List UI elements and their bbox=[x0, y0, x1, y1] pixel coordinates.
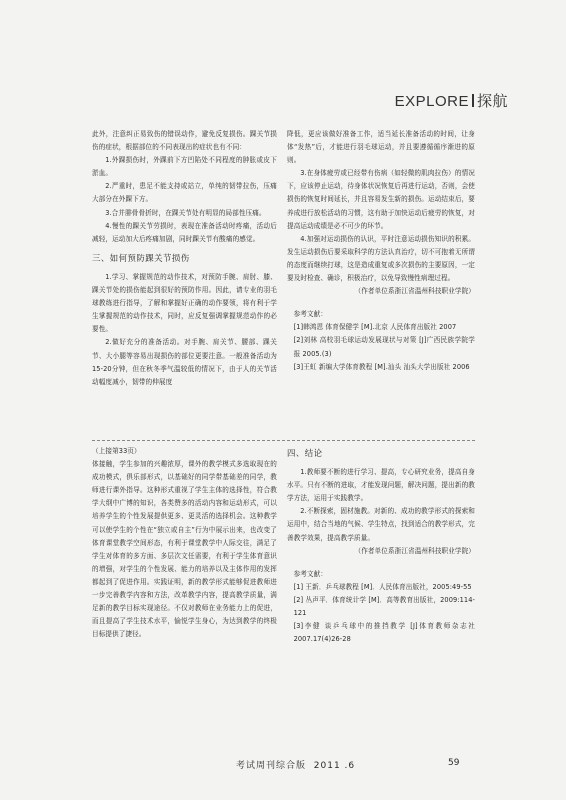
continued-from: （上接第33页） bbox=[92, 447, 141, 455]
explore-label: EXPLORE bbox=[394, 93, 469, 110]
paragraph: 2.做好充分的准备活动。对手腕、肩关节、腰部、踝关节、大小腿等容易出现损伤的部位更要注意。一般准备活动为15-20分钟，但在秋冬季气温较低的情况下，由于人的关节活动幅度减小，韧带的伸展度 bbox=[92, 338, 277, 386]
paragraph: 4.慢性的踝关节劳损时，表现在准备活动时疼痛，活动后减轻，运动加大后疼痛加剧，同时踝关节有酸痛的感觉。 bbox=[92, 221, 277, 243]
references-title: 参考文献： bbox=[293, 569, 328, 578]
reference-item: [2]刘林 高校羽毛球运动发展现状与对策 [J]广西民族学院学报 2005.(3) bbox=[293, 336, 475, 358]
paragraph: 1.外踝损伤时，外踝前下方凹陷处不同程度的肿胀或皮下淤血。 bbox=[92, 156, 277, 178]
reference-item: [2] 丛声平．体育统计学 [M]．高等教育出版社，2009:114-121 bbox=[293, 595, 475, 618]
paragraph: 此外，注意纠正易致伤的错误动作，避免反复损伤。踝关节损伤的症状，根据部位的不同表现出的症状也有不同： bbox=[92, 130, 277, 152]
paragraph: 降低，更应该做好准备工作，适当延长准备活动的时间，让身体“发热”后，才能进行羽毛球运动，并且要遵循循序渐进的原则。 bbox=[287, 130, 475, 165]
journal-title: 考试周刊 bbox=[236, 761, 277, 771]
journal-edition: 综合版 bbox=[276, 761, 307, 771]
section-label: 探航 bbox=[476, 93, 508, 110]
paragraph: 2.严重时，患足不能支持或站立，单纯的韧带拉伤，压痛大部分在外踝下方。 bbox=[92, 182, 277, 204]
page-number: 59 bbox=[448, 758, 460, 768]
paragraph: 3.在身体疲劳或已经带有伤病（如轻微的肌肉拉伤）的情况下，应该停止运动，待身体状况恢复后再进行运动，否则，会使损伤的恢复时间延长，并且容易发生新的损伤。运动结束后，要养成进行放松活动的习惯，这有助于加快运动后疲劳的恢复，对提高运动成绩是必不可少的环节。 bbox=[287, 169, 475, 230]
article-top-left-column bbox=[92, 128, 277, 389]
journal-name bbox=[236, 758, 355, 771]
reference-item: [1] 王新．乒乓球教程 [M]．人民体育出版社，2005:49-55 bbox=[293, 582, 472, 591]
section-heading: 四、结论 bbox=[287, 448, 323, 458]
paragraph: 1.教师要不断的进行学习、提高，专心研究业务，提高自身水平。只有不断的进取，才能发现问题，解决问题，提出新的教学方法，运用于实践教学。 bbox=[287, 468, 475, 503]
paragraph: 1.学习、掌握规范的动作技术，对预防手腕、肩肘、膝、踝关节处的损伤能起到很好的预防作用。因此，请专业的羽毛球教练进行指导，了解和掌握好正确的动作要领，将有利于学生掌握规范的动作技术，同时，应反复强调掌握规范动作的必要性。 bbox=[92, 272, 277, 334]
references-title: 参考文献： bbox=[293, 310, 328, 319]
article-bottom-left-column bbox=[92, 445, 277, 641]
header-divider bbox=[472, 94, 474, 107]
section-heading: 三、如何预防踝关节损伤 bbox=[92, 252, 190, 263]
section-header bbox=[395, 90, 508, 111]
paragraph: 3.合并腓骨骨折时，在踝关节处有明显的局部性压痛。 bbox=[105, 208, 266, 217]
paragraph: 4.加强对运动损伤的认识，平时注意运动损伤知识的积累。发生运动损伤后要采取科学的方法认真治疗，切不可抱着无所谓的态度而继续打球，这是造成重复或多次损伤的主要原因，一定要及时检查、确诊，积极治疗，以免导致慢性病理过程。 bbox=[287, 234, 475, 283]
reference-item: [3]李健 谈乒乓球中的推挡教学 [J]体育教师杂志社 2007.17(4)26-28 bbox=[293, 622, 475, 644]
article-divider bbox=[92, 440, 475, 441]
author-affiliation: （作者单位系浙江省温州科技职业学院） bbox=[354, 546, 475, 555]
reference-item: [3]王虹 新编大学体育教程 [M].汕头 汕头大学出版社 2006 bbox=[293, 362, 470, 371]
paragraph: 2.不断探索，固材施教。对新的、成功的教学形式的探索和运用中，结合当地的气候、学生特点，找到适合的教学形式，完善教学效果，提高教学质量。 bbox=[287, 507, 475, 542]
article-top-right-column bbox=[287, 128, 475, 374]
reference-item: [1]韩鸿恩 体育保健学 [M].北京 人民体育出版社 2007 bbox=[293, 323, 457, 332]
article-bottom-right-column bbox=[287, 445, 475, 646]
author-affiliation: （作者单位系浙江省温州科技职业学院） bbox=[354, 287, 475, 296]
paragraph: 体接触，学生参加的兴趣浓厚，课外的教学模式多选取现在的成功模式，俱乐部形式，以基础好的同学带基础差的同学，教师进行课外指导。这种形式重视了学生主体的选择性，符合教学大纲中广博的知识，各类赞多的活动内容和运动形式，可以培养学生的个性发展提供更多、更灵活的选择机会。这种教学可以使学生的个性在“独立或自主”行为中展示出来，也改变了体育课堂教学空间形态，有利于课堂教学中人际交往，满足了学生对体育的多方面、多层次文任需要，有利于学生体育意识的增强，对学生的个性发展、能力的培养以及主体作用的发挥都起到了促进作用。实践证明，新的教学形式能够促进教师进一步完善教学内容和方法，改革教学内容，提高教学质量，满足新的教学目标实现途径。不仅对教师在业务能力上的促进，而且提高了学生技术水平，愉悦学生身心，为达到教学的终极目标提供了捷径。 bbox=[92, 460, 277, 639]
journal-issue: 2011 .6 bbox=[313, 761, 356, 771]
